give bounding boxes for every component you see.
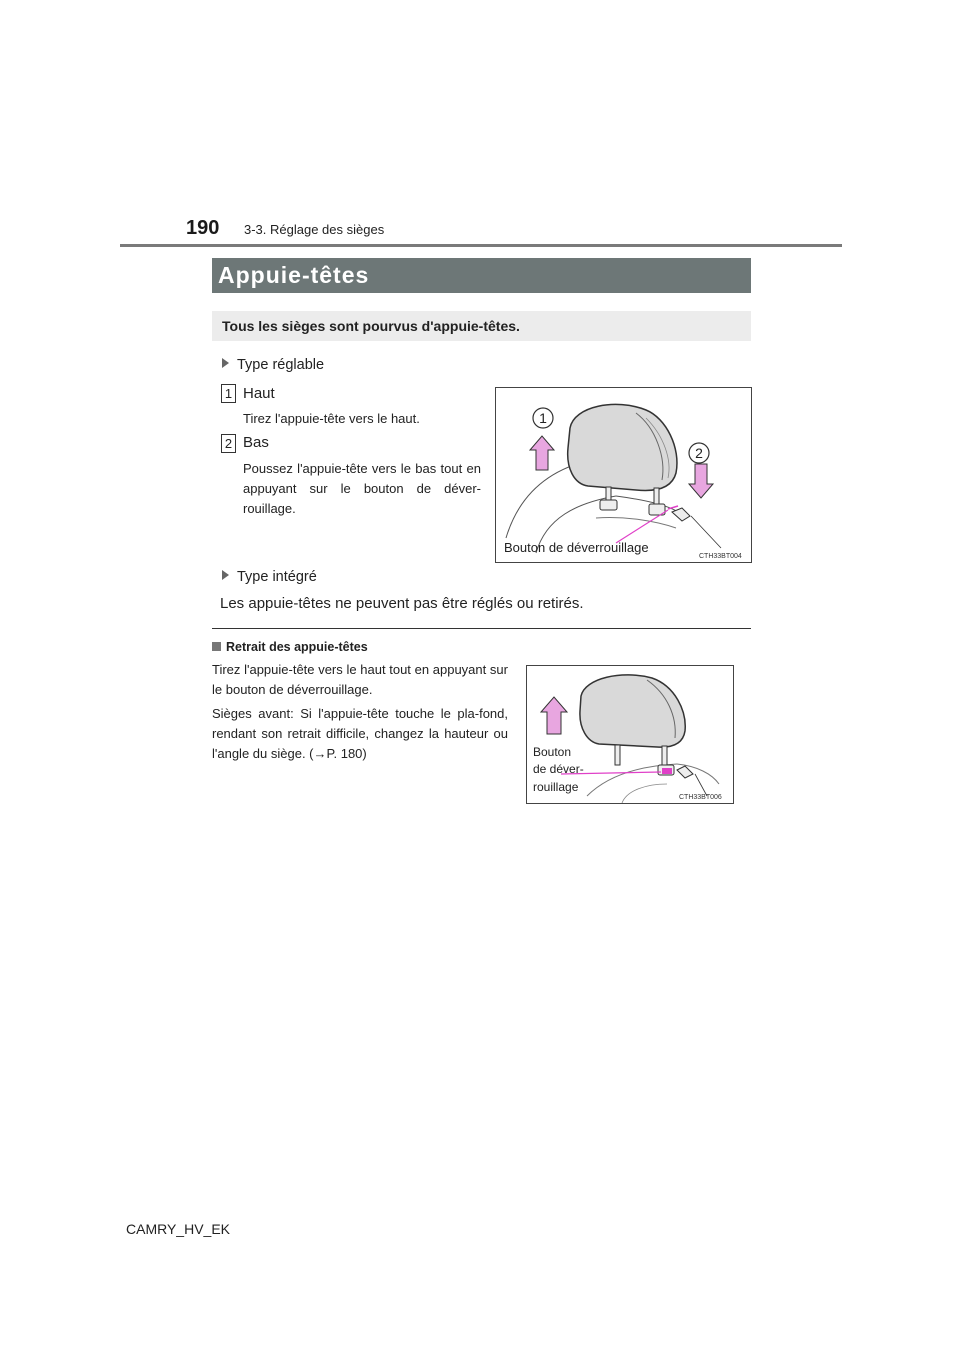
intro-text: Tous les sièges sont pourvus d'appuie-têtes. (222, 318, 520, 334)
figure-adjustable-headrest (495, 387, 752, 563)
step-title-up: Haut (243, 385, 275, 402)
footer-model-code: CAMRY_HV_EK (126, 1221, 231, 1237)
bullet-adjustable-label: Type réglable (237, 357, 325, 373)
bullet-triangle-icon (222, 570, 229, 580)
figure-code: CTH33BT004 (699, 553, 742, 560)
integrated-text: Les appuie-têtes ne peuvent pas être réglés ou retirés. (220, 595, 584, 612)
bullet-triangle-icon (222, 358, 229, 368)
step-desc-up: Tirez l'appuie-tête vers le haut. (243, 411, 420, 426)
figure-callout-1: 1 (539, 410, 547, 426)
header-rule (120, 244, 842, 247)
headrest-removal-illustration (527, 666, 733, 803)
page-title-bar (212, 258, 751, 293)
figure-release-button-label: Bouton de déverrouillage (504, 540, 649, 555)
section-rule (212, 628, 751, 629)
step-title-down: Bas (243, 434, 269, 451)
removal-paragraph-2: Sièges avant: Si l'appuie-tête touche le pla-fond, rendant son retrait difficile, changez la hauteur ou l'angle du siège. (→P. 180) (212, 706, 508, 761)
removal-paragraph-1: Tirez l'appuie-tête vers le haut tout en appuyant sur le bouton de déverrouillage. (212, 662, 508, 697)
figure-callout-2: 2 (695, 445, 703, 461)
figure2-code: CTH33BT006 (679, 794, 722, 801)
bullet-integrated (222, 569, 317, 585)
removal-heading-text: Retrait des appuie-têtes (226, 640, 368, 654)
step-number-1: 1 (221, 384, 236, 403)
bullet-integrated-label: Type intégré (237, 569, 317, 585)
page-number: 190 (186, 217, 220, 239)
bullet-adjustable (222, 357, 324, 373)
figure2-label-line1: Bouton (533, 745, 572, 759)
step-desc-down: Poussez l'appuie-tête vers le bas tout en appuyant sur le bouton de déver-rouillage. (243, 461, 481, 516)
heading-square-icon (212, 642, 221, 651)
figure2-label-line2: de déver- (533, 762, 584, 776)
removal-heading (212, 640, 368, 654)
page-title: Appuie-têtes (218, 262, 370, 288)
headrest-illustration (496, 388, 751, 562)
figure-removal-headrest (526, 665, 734, 804)
figure2-label-line3: rouillage (533, 780, 579, 794)
section-label: 3-3. Réglage des sièges (244, 222, 385, 237)
intro-box (212, 311, 751, 341)
step-number-2: 2 (221, 434, 236, 453)
